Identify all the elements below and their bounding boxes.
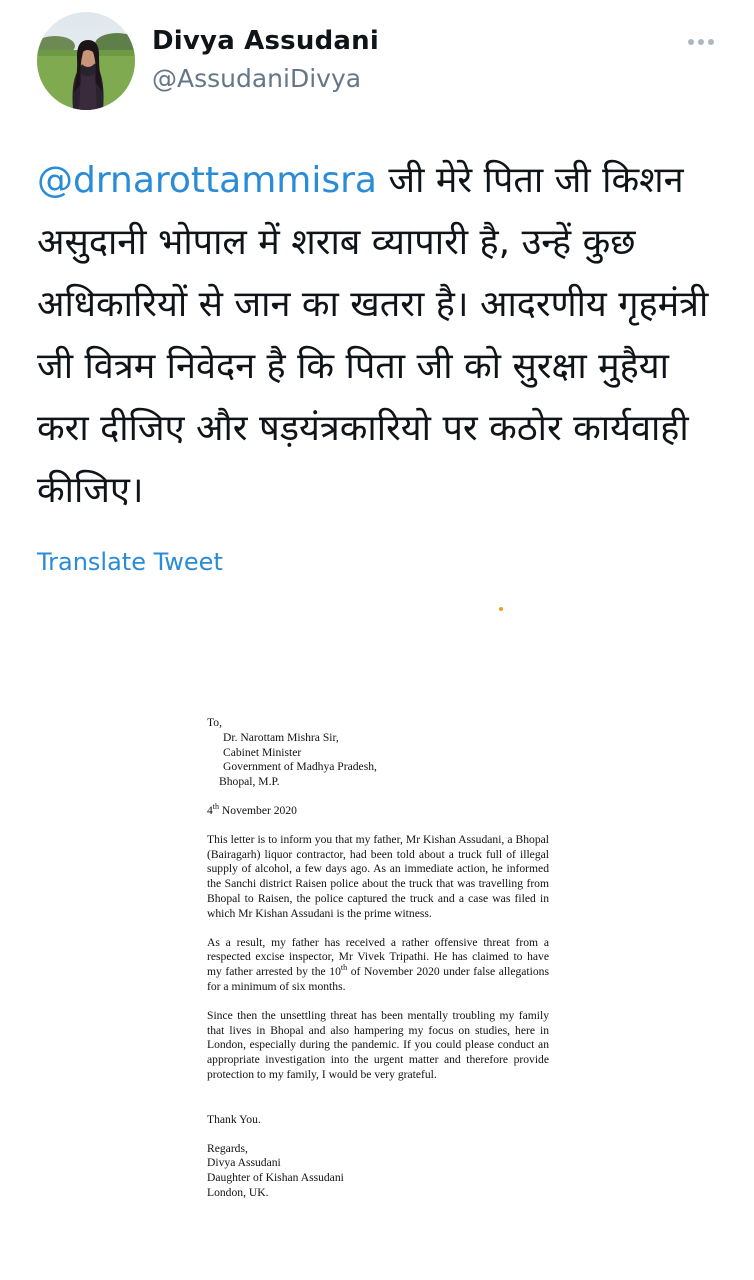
letter-address-line: Bhopal, M.P. [219,775,280,789]
tweet-text [37,150,727,522]
display-name[interactable]: Divya Assudani [152,26,379,56]
letter-image[interactable] [207,716,549,1201]
translate-tweet-link[interactable]: Translate Tweet [37,548,223,576]
user-handle[interactable]: @AssudaniDivya [152,64,362,93]
letter-paragraph-3: Since then the unsettling threat has been mentally troubling my family that lives in Bhopal and also hampering my focus on studies, here in London, especially during the pandemic. If you could please conduct an appropriate investigation into the urgent matter and therefore provide protection to my family, I would be very grateful. [207,1008,549,1081]
tweet-body: जी मेरे पिता जी किशन असुदानी भोपाल में शराब व्यापारी है, उन्हें कुछ अधिकारियों से जान का खतरा है। आदरणीय गृहमंत्री जी वित्रम निवेदन है कि पिता जी को सुरक्षा मुहैया करा दीजिए और षड़यंत्रकारियो पर कठोर कार्यवाही कीजिए। [37,160,709,511]
letter-regards: Regards, [207,1141,248,1155]
letter-signature-line: London, UK. [207,1185,269,1199]
letter-thank-you: Thank You. [207,1112,261,1126]
avatar[interactable] [37,12,135,110]
more-horizontal-icon [684,30,718,54]
letter-signature-line: Daughter of Kishan Assudani [207,1171,344,1185]
letter-date: 4th November 2020 [207,802,297,817]
letter-address-line: Cabinet Minister [223,745,302,759]
letter-address-line: Government of Madhya Pradesh, [223,760,377,774]
letter-address-line: Dr. Narottam Mishra Sir, [223,730,339,744]
more-button[interactable] [684,30,718,54]
letter-paragraph-1: This letter is to inform you that my father, Mr Kishan Assudani, a Bhopal (Bairagarh) liquor contractor, had been told about a truck full of illegal supply of alcohol, a few days ago. As an immediate action, he informed the Sanchi district Raisen police about the truck that was travelling from Bhopal to Raisen, the police captured the truck and a case was filed in which Mr Kishan Assudani is the prime witness. [207,832,549,920]
letter-to: To, [207,716,222,729]
letter-signature-line: Divya Assudani [207,1156,281,1170]
profile-photo [37,12,135,110]
media-indicator-dot [499,607,503,611]
mention-link[interactable]: @drnarottammisra [37,160,377,201]
letter-paragraph-2: As a result, my father has received a rather offensive threat from a respected excise inspector, Mr Vivek Tripathi. He has claimed to have my father arrested by the 10th of November 2020 under false allegations for a minimum of six months. [207,935,549,993]
